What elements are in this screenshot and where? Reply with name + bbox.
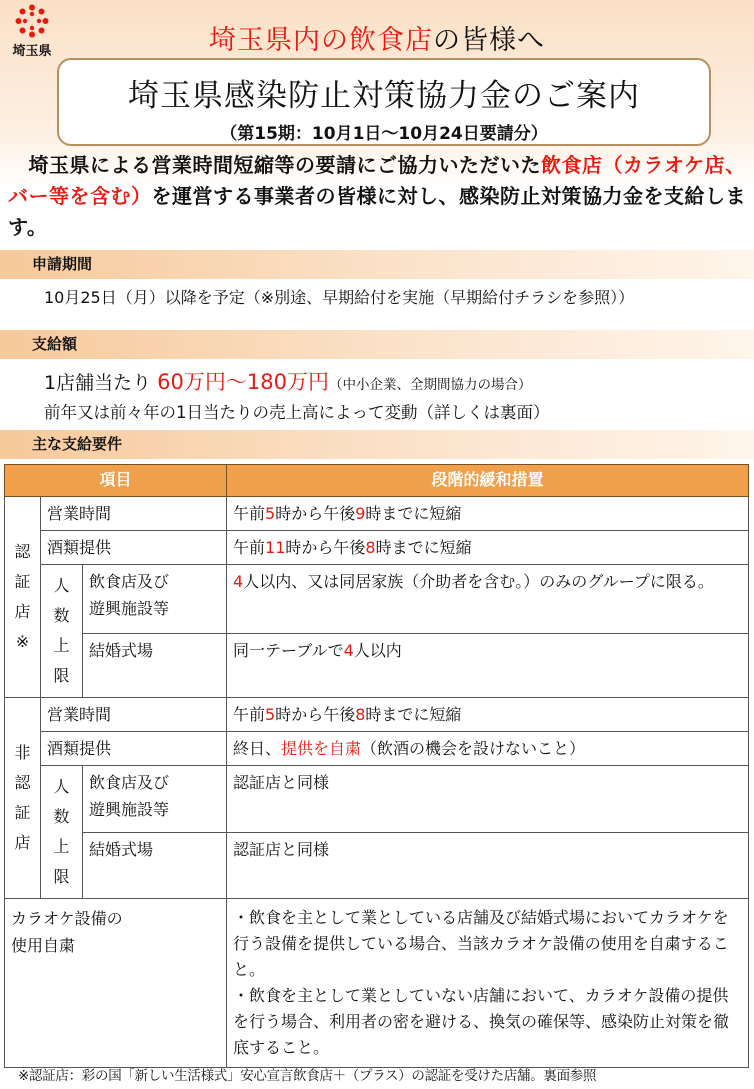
table-row bbox=[5, 899, 749, 1068]
certified-wedding-value: 同一テーブルで4人以内 bbox=[227, 633, 749, 697]
headline-rest: の皆様へ bbox=[433, 25, 545, 56]
karaoke-bullet-2: ・飲食を主として業としていない店舗において、カラオケ設備の提供を行う場合、利用者の密を避ける、換気の確保等、感染防止対策を徹底すること。 bbox=[233, 986, 730, 1057]
karaoke-label: カラオケ設備の 使用自粛 bbox=[5, 899, 227, 1068]
logo-text: 埼玉県 bbox=[12, 44, 52, 59]
non-certified-alcohol-value: 終日、提供を自粛（飲酒の機会を設けないこと） bbox=[227, 732, 749, 766]
intro-paragraph bbox=[8, 150, 748, 243]
non-certified-wedding-label: 結婚式場 bbox=[83, 833, 227, 899]
certified-restaurants-label: 飲食店及び 遊興施設等 bbox=[83, 565, 227, 634]
certified-store-label: 認 証 店 ※ bbox=[5, 497, 41, 698]
non-certified-people-limit-label: 人 数 上 限 bbox=[41, 766, 83, 899]
karaoke-value bbox=[227, 899, 749, 1068]
payment-prefix: 1店舗当たり bbox=[44, 372, 152, 394]
certified-alcohol-value: 午前11時から午後8時までに短縮 bbox=[227, 531, 749, 565]
page-subtitle: （第15期：10月1日～10月24日要請分） bbox=[220, 124, 548, 144]
non-certified-restaurants-value: 認証店と同様 bbox=[227, 766, 749, 833]
non-certified-alcohol-label: 酒類提供 bbox=[41, 732, 227, 766]
table-row bbox=[5, 766, 749, 833]
table-header-row bbox=[5, 465, 749, 497]
non-certified-wedding-value: 認証店と同様 bbox=[227, 833, 749, 899]
certified-wedding-label: 結婚式場 bbox=[83, 633, 227, 697]
non-certified-hours-value: 午前5時から午後8時までに短縮 bbox=[227, 698, 749, 732]
payment-amount-line bbox=[44, 366, 531, 396]
table-row bbox=[5, 497, 749, 531]
certified-people-limit-label: 人 数 上 限 bbox=[41, 565, 83, 698]
table-row bbox=[5, 732, 749, 766]
requirements-table bbox=[4, 464, 749, 1068]
intro-text-1: 埼玉県による営業時間短縮等の要請にご協力いただいた bbox=[8, 153, 541, 177]
certified-hours-label: 営業時間 bbox=[41, 497, 227, 531]
non-certified-hours-label: 営業時間 bbox=[41, 698, 227, 732]
intro-text-2: を運営する事業者の皆様に対し、感染防止対策協力金を支給します。 bbox=[8, 184, 746, 239]
col-measure-header: 段階的緩和措置 bbox=[227, 465, 749, 497]
section-application-period: 申請期間 bbox=[0, 250, 754, 279]
col-item-header: 項目 bbox=[5, 465, 227, 497]
intro-highlight: 飲食店（カラオケ店、バー等を含む） bbox=[8, 153, 746, 208]
payment-note: （中小企業、全期間協力の場合） bbox=[328, 377, 532, 393]
table-row bbox=[5, 531, 749, 565]
certified-alcohol-label: 酒類提供 bbox=[41, 531, 227, 565]
page-title: 埼玉県感染防止対策協力金のご案内 bbox=[128, 78, 640, 114]
footnote: ※認証店：彩の国「新しい生活様式」安心宣言飲食店＋（プラス）の認証を受けた店舗。裏面参照 bbox=[18, 1068, 597, 1084]
payment-amount: 60万円～180万円 bbox=[157, 370, 329, 394]
headline-highlight: 埼玉県内の飲食店 bbox=[209, 25, 433, 56]
table-row bbox=[5, 633, 749, 697]
certified-hours-value: 午前5時から午後9時までに短縮 bbox=[227, 497, 749, 531]
table-row bbox=[5, 565, 749, 634]
table-row bbox=[5, 698, 749, 732]
application-period-text: 10月25日（月）以降を予定（※別途、早期給付を実施（早期給付チラシを参照）） bbox=[44, 288, 635, 307]
page-headline bbox=[0, 18, 754, 57]
section-payment: 支給額 bbox=[0, 330, 754, 359]
non-certified-restaurants-label: 飲食店及び 遊興施設等 bbox=[83, 766, 227, 833]
payment-variation-text: 前年又は前々年の1日当たりの売上高によって変動（詳しくは裏面） bbox=[44, 403, 550, 422]
non-certified-store-label: 非 認 証 店 bbox=[5, 698, 41, 899]
table-row bbox=[5, 833, 749, 899]
title-box bbox=[57, 58, 711, 146]
karaoke-bullet-1: ・飲食を主として業としている店舗及び結婚式場においてカラオケを行う設備を提供している場合、当該カラオケ設備の使用を自粛すること。 bbox=[233, 908, 729, 979]
certified-restaurants-value: 4人以内、又は同居家族（介助者を含む。）のみのグループに限る。 bbox=[227, 565, 749, 634]
section-requirements: 主な支給要件 bbox=[0, 430, 754, 459]
